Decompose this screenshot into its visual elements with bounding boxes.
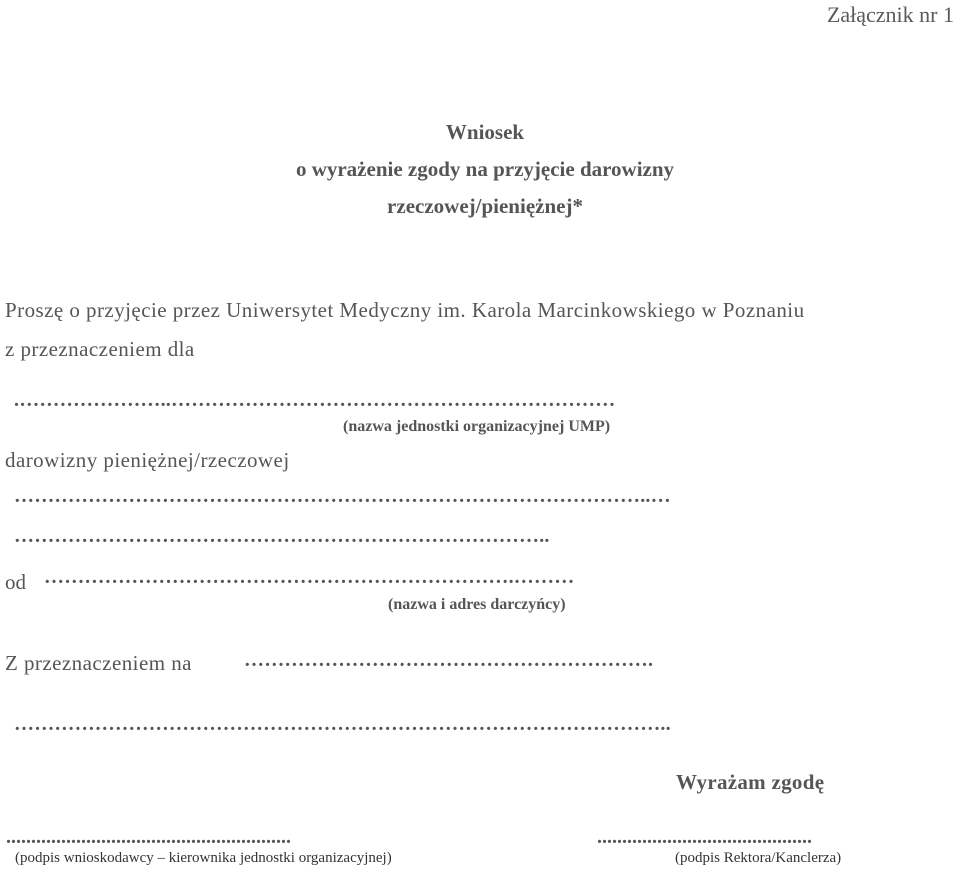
- donation-description-field-1[interactable]: …………………………………………………………………………………..…: [14, 485, 671, 507]
- purpose-field-1[interactable]: …………………………………………………….: [244, 649, 654, 671]
- document-subtitle-line1: o wyrażenie zgody na przyjęcie darowizny: [295, 157, 675, 181]
- donor-caption: (nazwa i adres darczyńcy): [388, 596, 566, 613]
- applicant-signature-caption: (podpis wnioskodawcy – kierownika jednostki organizacyjnej): [15, 850, 392, 866]
- purpose-field-2[interactable]: ……………………………………………………………………………………..: [14, 713, 671, 735]
- unit-name-field[interactable]: .…………………..…………………………………………………………: [14, 389, 616, 411]
- applicant-signature-field[interactable]: .........................................................: [6, 826, 291, 848]
- rector-signature-caption: (podpis Rektora/Kanclerza): [675, 850, 842, 866]
- document-title: Wniosek: [445, 120, 525, 144]
- request-text-line1: Proszę o przyjęcie przez Uniwersytet Medyczny im. Karola Marcinkowskiego w Poznaniu: [5, 298, 805, 322]
- donation-type-label: darowizny pieniężnej/rzeczowej: [5, 448, 290, 472]
- donor-field[interactable]: …………………………………………………………….………: [44, 566, 575, 588]
- unit-name-caption: (nazwa jednostki organizacyjnej UMP): [343, 418, 611, 435]
- document-subtitle-line2: rzeczowej/pieniężnej*: [387, 194, 583, 218]
- consent-label: Wyrażam zgodę: [676, 770, 825, 794]
- donation-description-field-2[interactable]: ……………………………………………………………………..: [14, 525, 550, 547]
- request-text-line2: z przeznaczeniem dla: [5, 337, 195, 361]
- donor-label: od: [5, 570, 26, 594]
- annex-label: Załącznik nr 1: [826, 2, 954, 27]
- rector-signature-field[interactable]: ...........................................: [597, 826, 812, 848]
- purpose-label: Z przeznaczeniem na: [5, 651, 192, 675]
